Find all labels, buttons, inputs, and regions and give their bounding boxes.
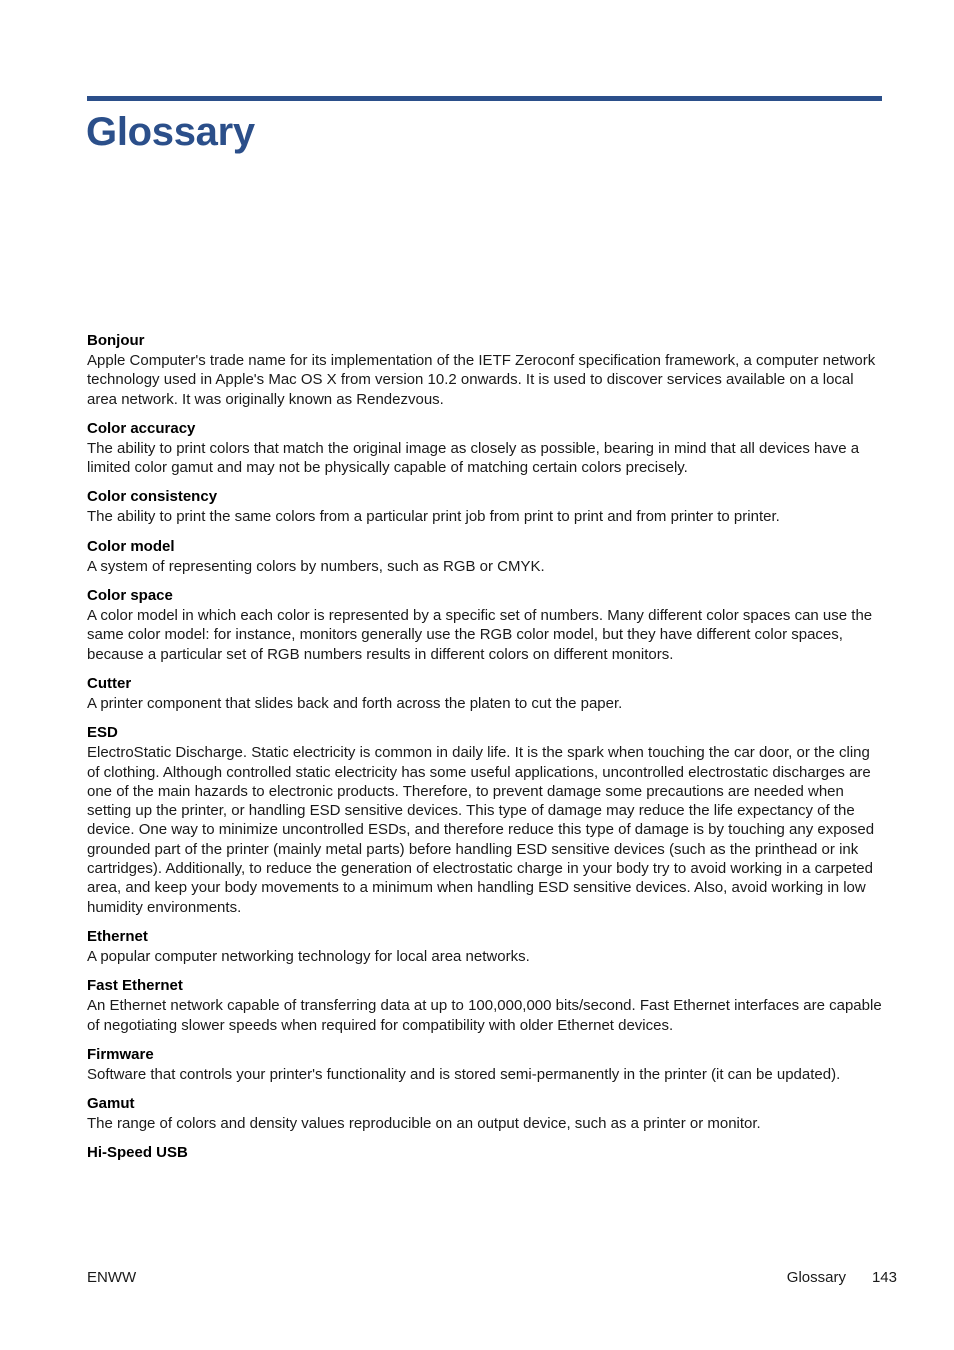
glossary-definition: The ability to print colors that match the original image as closely as possible, bearing in mind that all devices have a limited color gamut and may not be physically capable of matching certain colors precisely.	[87, 439, 860, 477]
glossary-definition: The range of colors and density values reproducible on an output device, such as a printer or monitor.	[87, 1115, 761, 1133]
glossary-term: Color model	[87, 537, 175, 555]
glossary-term: Ethernet	[87, 927, 148, 945]
glossary-entry	[87, 927, 882, 966]
glossary-term: Fast Ethernet	[87, 977, 183, 995]
glossary-term: Color space	[87, 587, 173, 605]
glossary-term: Firmware	[87, 1045, 154, 1063]
glossary-term: Hi-Speed USB	[87, 1144, 188, 1162]
glossary-definition: The ability to print the same colors from a particular print job from print to print and from printer to printer.	[87, 508, 780, 526]
footer-locale-code: ENWW	[87, 1269, 137, 1286]
glossary-definition: A printer component that slides back and forth across the platen to cut the paper.	[87, 694, 623, 712]
footer-page-info	[787, 1268, 897, 1288]
glossary-definition: A color model in which each color is represented by a specific set of numbers. Many different color spaces can use the same color model: for instance, monitors generally use the RGB color model, but they have different color spaces, because a particular set of RGB numbers results in different colors on different monitors.	[87, 607, 873, 663]
page-number: 143	[871, 1269, 897, 1286]
glossary-entry	[87, 976, 882, 1035]
glossary-definition: A system of representing colors by numbers, such as RGB or CMYK.	[87, 557, 545, 575]
glossary-definition: A popular computer networking technology for local area networks.	[87, 947, 530, 965]
title-rule	[87, 96, 882, 101]
glossary-term: Color consistency	[87, 488, 218, 506]
glossary-term: Cutter	[87, 674, 132, 692]
footer-section-name: Glossary	[786, 1269, 846, 1286]
glossary-entry	[87, 537, 882, 576]
glossary-definition: Apple Computer's trade name for its implementation of the IETF Zeroconf specification framework, a computer network technology used in Apple's Mac OS X from version 10.2 onwards. It is used to discover services available on a local area network. It was originally known as Rendezvous.	[87, 352, 876, 408]
glossary-entry	[87, 1094, 882, 1133]
glossary-entry	[87, 487, 882, 526]
glossary-definition: ElectroStatic Discharge. Static electricity is common in daily life. It is the spark when touching the car door, or the cling of clothing. Although controlled static electricity has some useful applications, uncontrolled electrostatic discharges are one of the main hazards to electronic products. Therefore, to prevent damage some precautions are needed when setting up the printer, or handling ESD sensitive devices. This type of damage may reduce the life expectancy of the device. One way to minimize uncontrolled ESDs, and therefore reduce this type of damage is by touching any exposed grounded part of the printer (mainly metal parts) before handling ESD sensitive devices (such as the printhead or ink cartridges). Additionally, to reduce the generation of electrostatic charge in your body try to avoid working in a carpeted area, and keep your body movements to a minimum when handling ESD sensitive devices. Also, avoid working in low humidity environments.	[87, 744, 875, 916]
glossary-term: Color accuracy	[87, 419, 196, 437]
glossary-entry	[87, 1045, 882, 1084]
glossary-entry	[87, 331, 882, 409]
glossary-entry	[87, 1143, 882, 1163]
glossary-term: Bonjour	[87, 332, 145, 349]
glossary-entry	[87, 586, 882, 664]
glossary-entry	[87, 723, 882, 917]
page-title: Glossary	[86, 110, 255, 154]
glossary-definition: Software that controls your printer's functionality and is stored semi-permanently in the printer (it can be updated).	[87, 1065, 841, 1083]
glossary-term: Gamut	[87, 1095, 135, 1113]
glossary-definition: An Ethernet network capable of transferring data at up to 100,000,000 bits/second. Fast Ethernet interfaces are capable of negotiating slower speeds when required for compatibility with older Ethernet devices.	[87, 997, 882, 1034]
glossary-list	[87, 331, 882, 1173]
glossary-entry	[87, 674, 882, 713]
glossary-entry	[87, 419, 882, 478]
glossary-term: ESD	[87, 724, 118, 742]
